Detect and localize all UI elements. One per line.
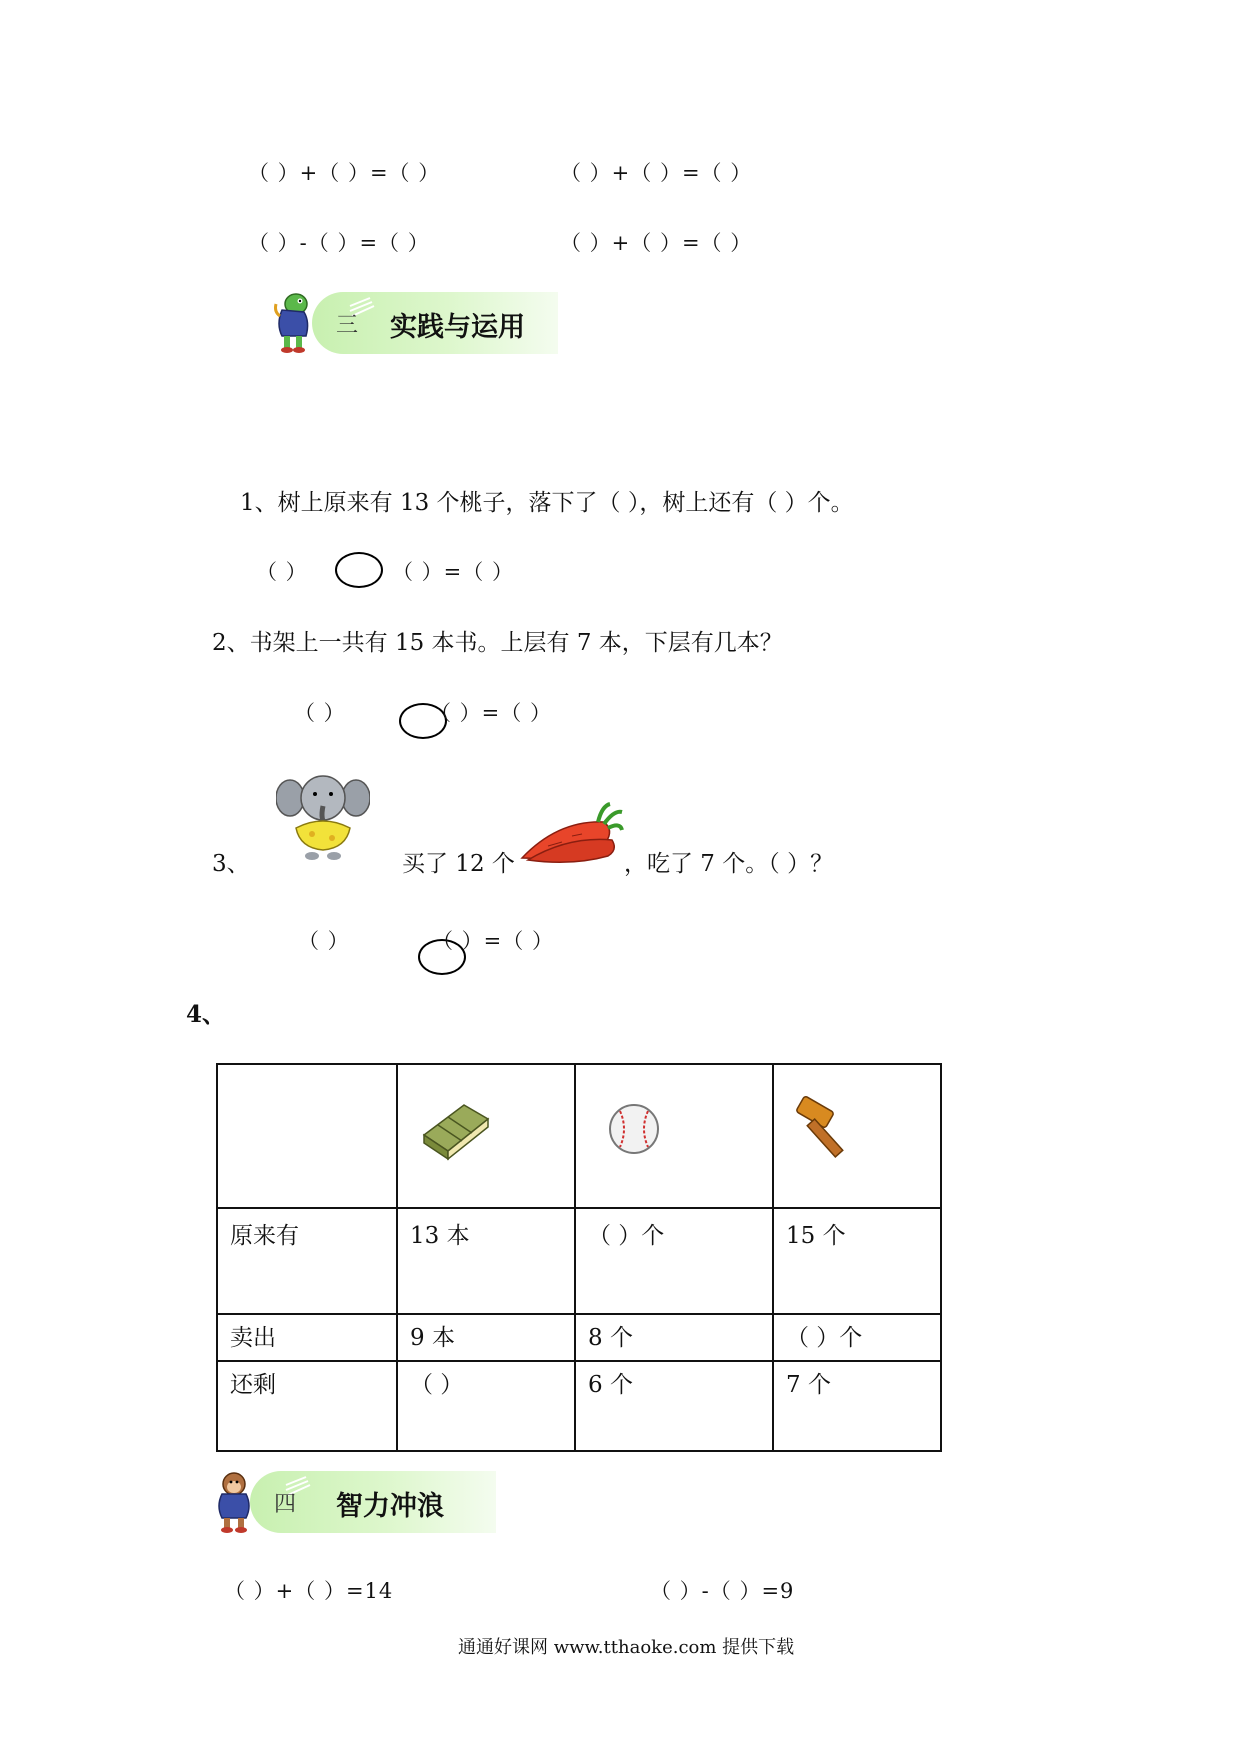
bottom-equation-left: （ ）+（ ）=14 bbox=[224, 1579, 394, 1603]
hammer-icon bbox=[794, 1095, 860, 1161]
table-header-ball bbox=[575, 1064, 773, 1208]
row-label bbox=[217, 1208, 397, 1314]
footer-text: 通通好课网 www.tthaoke.com 提供下载 bbox=[458, 1637, 795, 1658]
row-label bbox=[217, 1361, 397, 1451]
row-label bbox=[217, 1314, 397, 1361]
row-label-text: 卖出 bbox=[230, 1325, 276, 1351]
question-1-text: 1、树上原来有 13 个桃子，落下了（ ），树上还有（ ）个。 bbox=[240, 490, 854, 516]
section-number: 三 bbox=[336, 313, 359, 338]
cell-hammer bbox=[773, 1361, 941, 1451]
section-number: 四 bbox=[274, 1492, 297, 1517]
cell-ball bbox=[575, 1208, 773, 1314]
equation-row2-left: （ ）-（ ）=（ ） bbox=[248, 231, 430, 255]
operator-circle bbox=[335, 552, 383, 588]
cell-hammer bbox=[773, 1208, 941, 1314]
cell-book bbox=[397, 1208, 575, 1314]
question-3-eq-right: （ ）=（ ） bbox=[432, 929, 554, 953]
equation-row1-right: （ ）+（ ）=（ ） bbox=[560, 161, 753, 185]
cell-book bbox=[397, 1361, 575, 1451]
cell-ball-text: 8 个 bbox=[588, 1325, 633, 1351]
cell-book bbox=[397, 1314, 575, 1361]
table-header-hammer bbox=[773, 1064, 941, 1208]
cell-ball bbox=[575, 1361, 773, 1451]
elephant-icon bbox=[276, 768, 370, 862]
cell-hammer-text: 15 个 bbox=[786, 1223, 846, 1249]
question-4-label: 4、 bbox=[186, 1001, 226, 1028]
question-3-prefix: 3、 bbox=[212, 851, 250, 877]
cell-ball-text: （ ）个 bbox=[588, 1223, 665, 1249]
equation-row1-left: （ ）+（ ）=（ ） bbox=[248, 161, 441, 185]
question-2-eq-right: （ ）=（ ） bbox=[430, 701, 552, 725]
table-header-row bbox=[217, 1064, 941, 1208]
row-label-text: 原来有 bbox=[230, 1223, 299, 1249]
question-3-mid: 买了 12 个 bbox=[402, 851, 515, 877]
table-header-book bbox=[397, 1064, 575, 1208]
table-row bbox=[217, 1208, 941, 1314]
baseball-icon bbox=[608, 1103, 660, 1155]
cell-book-text: 13 本 bbox=[410, 1223, 470, 1249]
question-2-eq-left: （ ） bbox=[294, 701, 346, 725]
inventory-table bbox=[216, 1063, 942, 1452]
cell-book-text: （ ） bbox=[410, 1372, 464, 1398]
row-label-text: 还剩 bbox=[230, 1372, 276, 1398]
question-2-text: 2、书架上一共有 15 本书。上层有 7 本，下层有几本？ bbox=[212, 630, 783, 656]
question-1-eq-right: （ ）=（ ） bbox=[392, 560, 514, 584]
question-1-eq-left: （ ） bbox=[256, 560, 308, 584]
cell-ball bbox=[575, 1314, 773, 1361]
question-3-suffix: ，吃了 7 个。（ ）？ bbox=[624, 851, 834, 877]
cell-hammer-text: （ ）个 bbox=[786, 1325, 863, 1351]
table-row bbox=[217, 1314, 941, 1361]
cell-ball-text: 6 个 bbox=[588, 1372, 633, 1398]
book-icon bbox=[418, 1095, 494, 1163]
table-corner-cell bbox=[217, 1064, 397, 1208]
cell-hammer-text: 7 个 bbox=[786, 1372, 831, 1398]
carrot-icon bbox=[518, 800, 624, 866]
cell-book-text: 9 本 bbox=[410, 1325, 455, 1351]
equation-row2-right: （ ）+（ ）=（ ） bbox=[560, 231, 753, 255]
section-title: 智力冲浪 bbox=[336, 1491, 444, 1522]
bottom-equation-right: （ ）-（ ）=9 bbox=[650, 1579, 795, 1603]
section-title: 实践与运用 bbox=[390, 312, 525, 343]
mascot-dragon-icon bbox=[272, 290, 316, 356]
table-row bbox=[217, 1361, 941, 1451]
cell-hammer bbox=[773, 1314, 941, 1361]
question-3-eq-left: （ ） bbox=[298, 929, 350, 953]
